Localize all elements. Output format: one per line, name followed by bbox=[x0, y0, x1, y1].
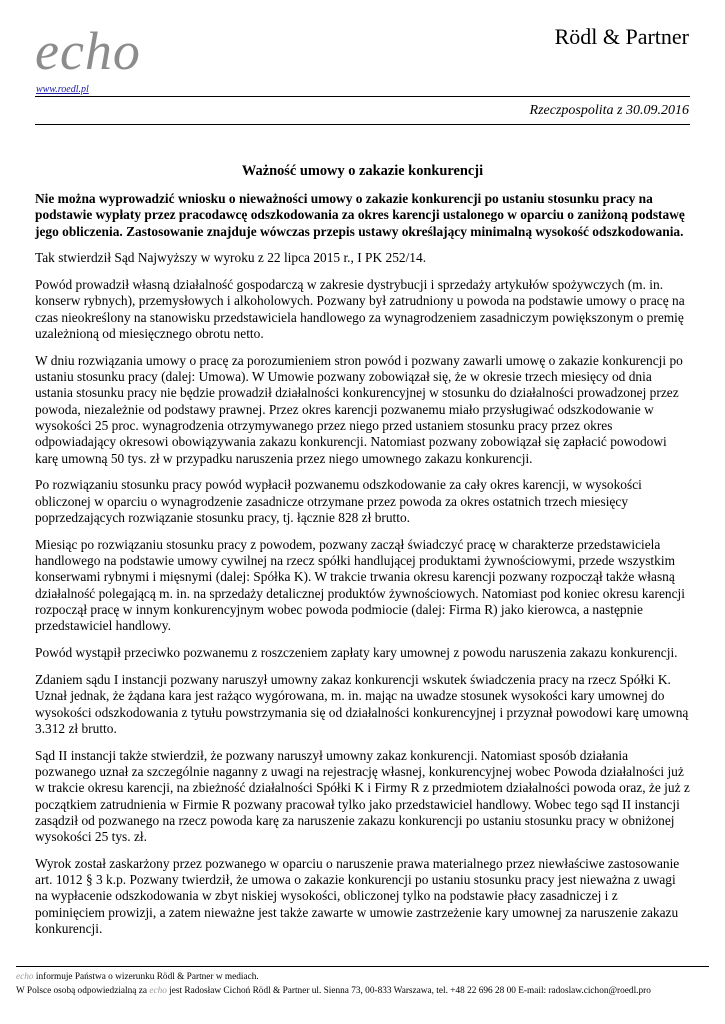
source-line: Rzeczpospolita z 30.09.2016 bbox=[529, 103, 689, 118]
footer-echo-logo-2: echo bbox=[149, 986, 167, 996]
article-body bbox=[35, 191, 690, 948]
brand-name: Rödl & Partner bbox=[554, 24, 689, 49]
footer-line-1-text: informuje Państwa o wizerunku Rödl & Partner w mediach. bbox=[33, 972, 259, 982]
footer bbox=[16, 970, 709, 998]
article-lead: Nie można wyprowadzić wniosku o nieważności umowy o zakazie konkurencji po ustaniu stosunku pracy na podstawie wypłaty przez pracodawcę odszkodowania za okres karencji ustalonego w oparciu o zaniżoną podstawę jego obliczenia. Zastosowanie znajduje wówczas przepis ustawy określający minimalną wysokość odszkodowania. bbox=[35, 191, 685, 239]
article-title: Ważność umowy o zakazie konkurencji bbox=[241, 163, 484, 179]
footer-contact: jest Radosław Cichoń Rödl & Partner ul. Sienna 73, 00-833 Warszawa, tel. +48 22 696 28 00 E-mail: radoslaw.cichon@roedl.pro bbox=[166, 986, 651, 996]
paragraph-7: Zdaniem sądu I instancji pozwany naruszył umowny zakaz konkurencji wskutek świadczenia pracy na rzecz Spółki K. Uznał jednak, że żądana kara jest rażąco wygórowana, m. in. mając na uwadze stosunek wysokości kary umownej do wysokości odszkodowania z tytułu powstrzymania się od działalności konkurencyjnej i przyznał powodowi karę umowną 3.312 zł brutto. bbox=[35, 671, 689, 736]
header-divider bbox=[35, 96, 690, 97]
footer-line-2 bbox=[16, 984, 709, 998]
source-divider bbox=[35, 124, 690, 125]
paragraph-5: Miesiąc po rozwiązaniu stosunku pracy z powodem, pozwany zaczął świadczyć pracę w charakterze przedstawiciela handlowego na podstawie umowy cywilnej na rzecz spółki handlującej produktami żywnościowymi, przede wszystkim konserwami rybnymi i mięsnymi (dalej: Spółka K). W trakcie trwania okresu karencji pozwany rozpoczął także własną działalność polegającą m. in. na sprzedaży detalicznej produktów żywnościowych. Natomiast pod koniec okresu karencji rozpoczął pracę w innym konkurencyjnym wobec powoda podmiocie (dalej: Firma R) jako kierowca, a następnie przedstawiciel handlowy. bbox=[35, 536, 685, 634]
paragraph-2: Powód prowadził własną działalność gospodarczą w zakresie dystrybucji i sprzedaży artykułów spożywczych (m. in. konserw rybnych), przemysłowych i alkoholowych. Pozwany był zatrudniony u powoda na podstawie umowy o pracę na czas nieokreślony na stanowisku przedstawiciela handlowego za wynagrodzeniem zasadniczym powiększonym o premię uzależnioną od miesięcznego obrotu netto. bbox=[35, 277, 685, 342]
paragraph-8: Sąd II instancji także stwierdził, że pozwany naruszył umowny zakaz konkurencji. Natomiast sposób działania pozwanego uznał za szczególnie naganny z uwagi na rejestrację własnej, konkurencyjnej wobec Powoda działalności już w trakcie okresu karencji, na zbieżność działalności Spółki K i Firmy R z przedmiotem działalności powoda oraz, że już z początkiem zatrudnienia w Firmie R pozwany pracował tylko jako przedstawiciel handlowy. Wobec tego sąd II instancji zasądził od pozwanego na rzecz powoda karę za naruszenie zakazu konkurencji po ustaniu stosunku pracy w obniżonej wysokości 25 tys. zł. bbox=[35, 747, 690, 845]
paragraph-1: Tak stwierdził Sąd Najwyższy w wyroku z 22 lipca 2015 r., I PK 252/14. bbox=[35, 250, 427, 266]
footer-echo-logo: echo bbox=[16, 972, 34, 982]
paragraph-3: W dniu rozwiązania umowy o pracę za porozumieniem stron powód i pozwany zawarli umowę o zakazie konkurencji po ustaniu stosunku pracy (dalej: Umowa). W Umowie pozwany zobowiązał się, że w okresie trzech miesięcy od dnia ustania stosunku pracy nie będzie prowadził działalności konkurencyjnej w stosunku do działalności prowadzonej przez powoda, niezależnie od podstawy prawnej. Przez okres karencji pozwanemu miało przysługiwać odszkodowanie w wysokości 25 proc. wynagrodzenia otrzymywanego przez niego przed ustaniem stosunku pracy przez okres odpowiadający okresowi obowiązywania zakazu konkurencji. Natomiast pozwany zobowiązał się zapłacić powodowi karę umowną 50 tys. zł w przypadku naruszenia przez niego umownego zakazu konkurencji. bbox=[35, 352, 683, 466]
website-link[interactable]: www.roedl.pl bbox=[36, 84, 89, 95]
echo-logo: echo bbox=[35, 21, 141, 81]
paragraph-9: Wyrok został zaskarżony przez pozwanego w oparciu o naruszenie prawa materialnego przez niewłaściwe zastosowanie art. 1012 § 3 k.p. Pozwany twierdził, że umowa o zakazie konkurencji po ustaniu stosunku pracy jest nieważna z uwagi na wypłacenie odszkodowania w zbyt niskiej wysokości, obliczonej tylko na podstawie płacy zasadniczej i z pominięciem prowizji, a zatem nieważne jest także zawarte w umowie zastrzeżenie kary umownej za naruszenie zakazu konkurencji. bbox=[35, 855, 680, 937]
paragraph-4: Po rozwiązaniu stosunku pracy powód wypłacił pozwanemu odszkodowanie za cały okres karencji, w wysokości obliczonej w oparciu o wynagrodzenie zasadnicze otrzymane przez powoda za okres ostatnich trzech miesięcy poprzedzających rozwiązanie stosunku pracy, tj. łącznie 828 zł brutto. bbox=[35, 477, 642, 526]
footer-line-1 bbox=[16, 970, 709, 984]
footer-line-2-prefix: W Polsce osobą odpowiedzialną za bbox=[16, 986, 150, 996]
footer-divider bbox=[16, 966, 709, 967]
paragraph-6: Powód wystąpił przeciwko pozwanemu z roszczeniem zapłaty kary umownej z powodu naruszenia zakazu konkurencji. bbox=[35, 645, 678, 661]
